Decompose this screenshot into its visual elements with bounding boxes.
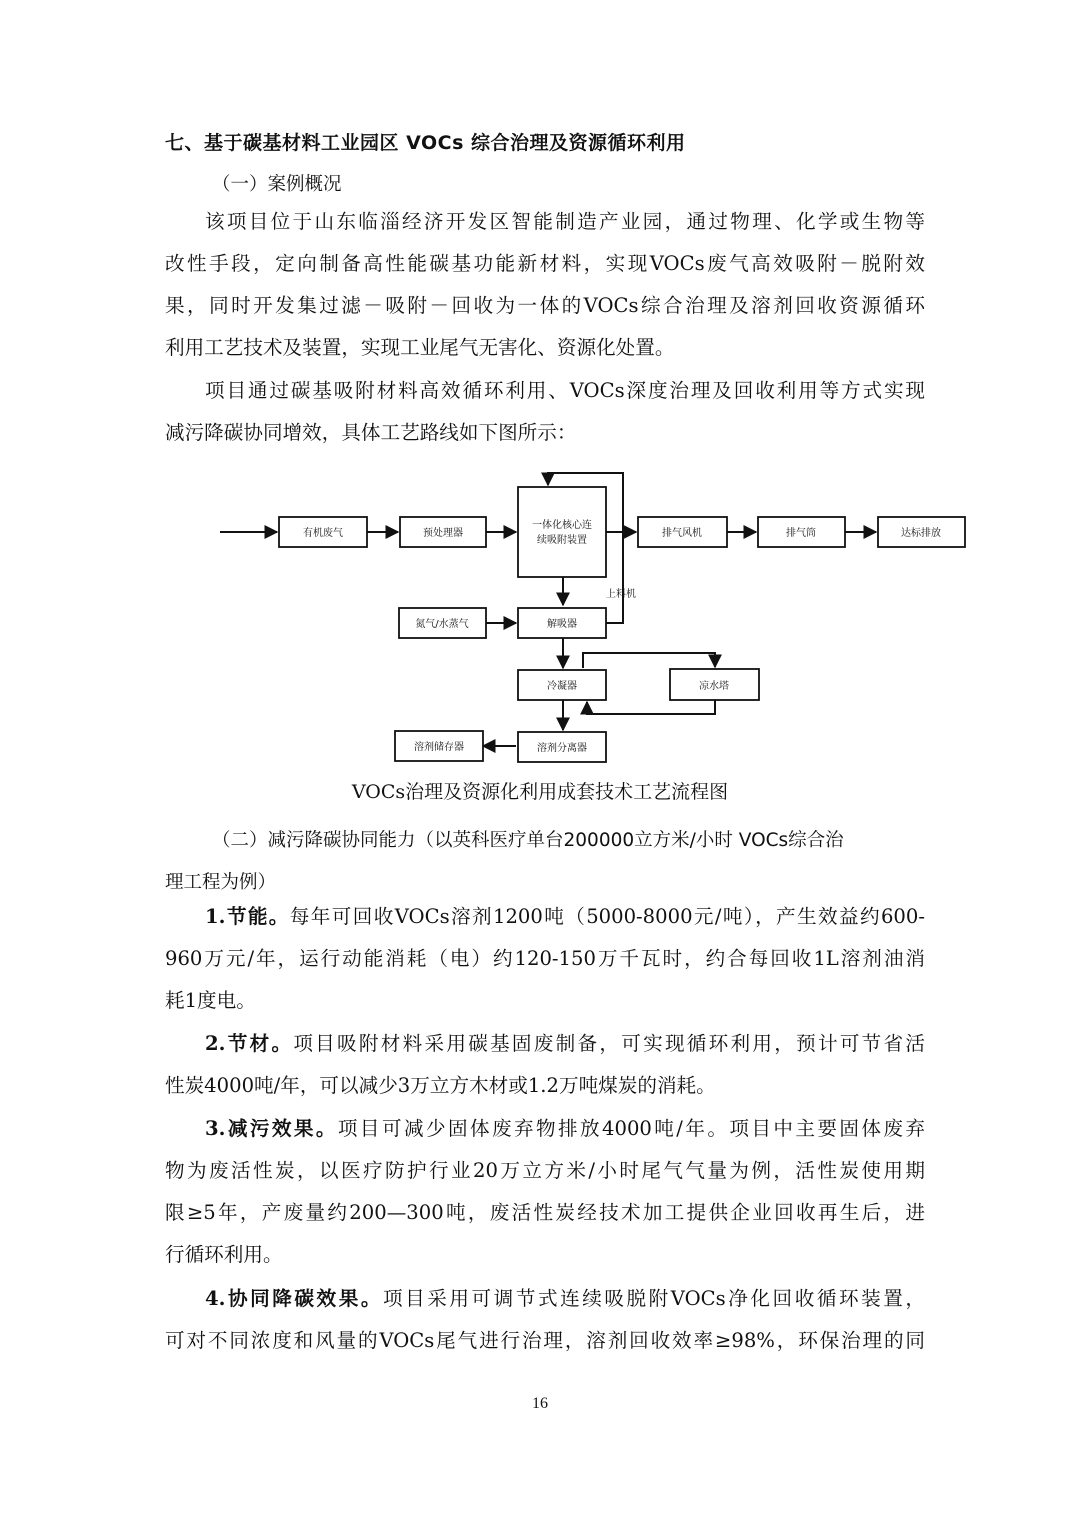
label-core-line2: 续吸附装置 <box>537 535 587 546</box>
text-line <box>165 896 925 938</box>
paragraph-energy-saving <box>165 896 925 1022</box>
box-core-device <box>518 487 606 577</box>
text-line <box>165 1278 925 1320</box>
label-nitrogen: 氮气/水蒸气 <box>415 619 469 630</box>
arrow-tower-to-condenser <box>587 700 715 714</box>
text-line: 性炭4000吨/年，可以减少3万立方木材或1.2万吨煤炭的消耗。 <box>165 1074 716 1097</box>
item-text: 项目采用可调节式连续吸脱附VOCs净化回收循环装置， <box>382 1287 925 1310</box>
item-label: 3.减污效果。 <box>205 1117 338 1140</box>
label-cooling-tower: 凉水塔 <box>699 681 729 692</box>
label-loader: 上料机 <box>606 589 636 600</box>
subsection-case-overview: （一）案例概况 <box>212 174 342 195</box>
text-line: 理工程为例） <box>165 872 277 893</box>
figure-caption: VOCs治理及资源化利用成套技术工艺流程图 <box>351 781 729 803</box>
text-line <box>165 1108 925 1150</box>
item-text: 项目吸附材料采用碳基固废制备，可实现循环利用，预计可节省活 <box>293 1032 925 1055</box>
label-exhaust-fan: 排气风机 <box>662 528 702 539</box>
label-discharge: 达标排放 <box>901 528 941 539</box>
arrow-condenser-to-tower <box>583 653 715 668</box>
text-line: 利用工艺技术及装置，实现工业尾气无害化、资源化处置。 <box>165 336 675 359</box>
text-line: 果，同时开发集过滤－吸附－回收为一体的VOCs综合治理及溶剂回收资源循环 <box>165 294 925 317</box>
paragraph-pollution-reduction <box>165 1108 925 1276</box>
label-desorber: 解吸器 <box>547 619 577 630</box>
text-line: （二）减污降碳协同能力（以英科医疗单台200000立方米/小时 VOCs综合治 <box>212 830 844 851</box>
text-line <box>165 1023 925 1065</box>
label-core-line1: 一体化核心连 <box>532 520 592 531</box>
paragraph-process-route <box>165 370 925 454</box>
paragraph-project-overview <box>165 201 925 369</box>
label-exhaust-pipe: 排气筒 <box>786 528 816 539</box>
text-line: 耗1度电。 <box>165 989 256 1012</box>
text-line: 减污降碳协同增效，具体工艺路线如下图所示： <box>165 421 577 444</box>
text-line: 项目通过碳基吸附材料高效循环利用、VOCs深度治理及回收利用等方式实现 <box>205 379 925 402</box>
label-separator: 溶剂分离器 <box>537 743 587 754</box>
section-title: 七、基于碳基材料工业园区 VOCs 综合治理及资源循环利用 <box>165 132 686 154</box>
text-line: 该项目位于山东临淄经济开发区智能制造产业园，通过物理、化学或生物等 <box>205 210 925 233</box>
item-label: 1.节能。 <box>205 905 290 928</box>
paragraph-material-saving <box>165 1023 925 1107</box>
item-text: 每年可回收VOCs溶剂1200吨（5000-8000元/吨），产生效益约600- <box>289 905 925 928</box>
item-label: 4.协同降碳效果。 <box>205 1287 383 1310</box>
label-waste-gas: 有机废气 <box>303 528 343 539</box>
text-line: 行循环利用。 <box>165 1243 283 1266</box>
item-text: 项目可减少固体废弃物排放4000吨/年。项目中主要固体废弃 <box>337 1117 925 1140</box>
label-pretreat: 预处理器 <box>423 528 463 539</box>
process-flow-diagram <box>0 455 1080 775</box>
text-line: 960万元/年，运行动能消耗（电）约120-150万千瓦时，约合每回收1L溶剂油消 <box>165 947 925 970</box>
text-line: 限≥5年，产废量约200—300吨，废活性炭经技术加工提供企业回收再生后，进 <box>165 1201 925 1224</box>
text-line: 改性手段，定向制备高性能碳基功能新材料，实现VOCs废气高效吸附－脱附效 <box>165 252 925 275</box>
label-condenser: 冷凝器 <box>547 681 577 692</box>
text-line: 可对不同浓度和风量的VOCs尾气进行治理，溶剂回收效率≥98%，环保治理的同 <box>165 1329 925 1352</box>
page-number: 16 <box>532 1395 548 1412</box>
item-label: 2.节材。 <box>205 1032 294 1055</box>
text-line: 物为废活性炭，以医疗防护行业20万立方米/小时尾气气量为例，活性炭使用期 <box>165 1159 925 1182</box>
paragraph-carbon-reduction <box>165 1278 925 1362</box>
label-storage: 溶剂储存器 <box>414 742 464 753</box>
subsection-synergy <box>165 820 925 904</box>
